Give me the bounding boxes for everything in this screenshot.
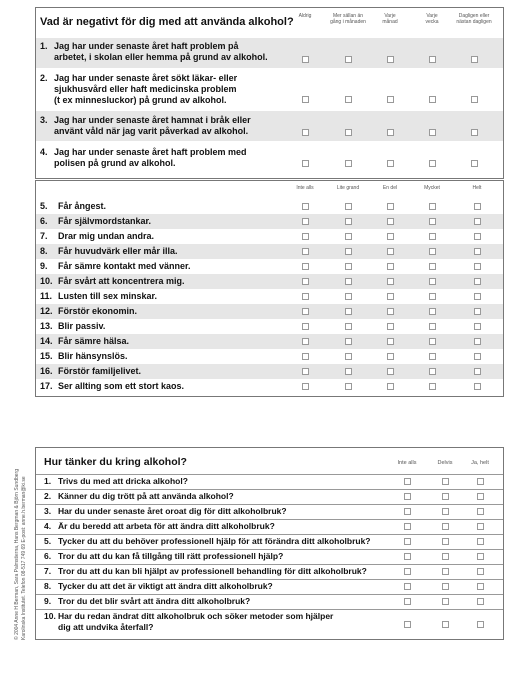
answer-checkbox[interactable] <box>345 338 352 345</box>
answer-checkbox[interactable] <box>429 353 436 360</box>
answer-checkbox[interactable] <box>442 553 449 560</box>
question-text: Trivs du med att dricka alkohol? <box>58 476 188 486</box>
answer-checkbox[interactable] <box>404 583 411 590</box>
section-1-column-header: Aldrig <box>298 13 312 19</box>
answer-checkbox[interactable] <box>474 353 481 360</box>
answer-checkbox[interactable] <box>302 353 309 360</box>
question-number: 11. <box>40 291 53 301</box>
section-1-column-header: Mer sällan än gång i månaden <box>330 13 366 25</box>
answer-checkbox[interactable] <box>302 263 309 270</box>
row-divider <box>36 534 503 535</box>
answer-checkbox[interactable] <box>302 323 309 330</box>
question-text: Jag har under senaste året hamnat i bråk eller använt våld när jag varit påverkad av alkohol. <box>54 115 251 136</box>
answer-checkbox[interactable] <box>404 523 411 530</box>
answer-checkbox[interactable] <box>302 129 309 136</box>
answer-checkbox[interactable] <box>345 368 352 375</box>
question-row <box>44 611 384 635</box>
question-text: Jag har under senaste året haft problem med polisen på grund av alkohol. <box>54 147 247 168</box>
question-row <box>44 521 384 533</box>
answer-checkbox[interactable] <box>429 218 436 225</box>
section-3-column-header: Delvis <box>437 460 453 466</box>
question-number: 3. <box>44 506 52 516</box>
answer-checkbox[interactable] <box>474 278 481 285</box>
question-row <box>40 321 290 333</box>
question-number: 9. <box>44 596 52 606</box>
row-divider <box>36 519 503 520</box>
answer-checkbox[interactable] <box>477 493 484 500</box>
answer-checkbox[interactable] <box>345 56 352 63</box>
answer-checkbox[interactable] <box>429 203 436 210</box>
question-row <box>40 261 290 273</box>
question-number: 7. <box>40 231 48 241</box>
answer-checkbox[interactable] <box>474 203 481 210</box>
answer-checkbox[interactable] <box>442 493 449 500</box>
section-2-column-header: En del <box>382 185 398 191</box>
answer-checkbox[interactable] <box>429 278 436 285</box>
question-text: Får huvudvärk eller mår illa. <box>58 246 178 256</box>
question-text: Är du beredd att arbeta för att ändra ditt alkoholbruk? <box>58 521 275 531</box>
answer-checkbox[interactable] <box>429 293 436 300</box>
answer-checkbox[interactable] <box>442 538 449 545</box>
question-text: Har du redan ändrat ditt alkoholbruk och söker metoder som hjälper dig att undvika återfall? <box>58 611 334 632</box>
question-number: 16. <box>40 366 53 376</box>
section-2-column-header: Helt <box>472 185 482 191</box>
question-text: Tror du att du kan få tillgång till rätt professionell hjälp? <box>58 551 284 561</box>
answer-checkbox[interactable] <box>404 621 411 628</box>
question-row <box>40 336 290 348</box>
copyright-line-2: Karolinska Institutet. Telefon 08-517 749 69 E-post: anne.h.berman@ki.se <box>21 476 27 640</box>
answer-checkbox[interactable] <box>471 96 478 103</box>
question-row <box>40 366 290 378</box>
answer-checkbox[interactable] <box>387 96 394 103</box>
question-text: Tror du att du kan bli hjälpt av professionell behandling för ditt alkoholbruk? <box>58 566 367 576</box>
answer-checkbox[interactable] <box>471 129 478 136</box>
answer-checkbox[interactable] <box>442 508 449 515</box>
question-text: Har du under senaste året oroat dig för ditt alkoholbruk? <box>58 506 287 516</box>
answer-checkbox[interactable] <box>442 478 449 485</box>
row-divider <box>36 489 503 490</box>
question-number: 2. <box>44 491 52 501</box>
answer-checkbox[interactable] <box>477 553 484 560</box>
answer-checkbox[interactable] <box>477 598 484 605</box>
question-number: 4. <box>44 521 52 531</box>
answer-checkbox[interactable] <box>387 56 394 63</box>
answer-checkbox[interactable] <box>404 508 411 515</box>
question-row <box>44 506 384 518</box>
question-number: 17. <box>40 381 53 391</box>
answer-checkbox[interactable] <box>404 493 411 500</box>
question-text: Jag har under senaste året sökt läkar- eller sjukhusvård eller haft medicinska problem (t ex minnesluckor) på grund av alkohol. <box>54 73 238 105</box>
question-number: 5. <box>40 201 48 211</box>
answer-checkbox[interactable] <box>442 583 449 590</box>
row-divider <box>36 594 503 595</box>
answer-checkbox[interactable] <box>302 233 309 240</box>
question-row <box>44 536 384 548</box>
question-row <box>40 246 290 258</box>
copyright-line-1: © 2004 Anne H Berman, Sara Palmstierna, Hans Bergman & Björn Sundberg <box>14 469 20 640</box>
question-number: 9. <box>40 261 48 271</box>
question-row <box>40 201 290 213</box>
answer-checkbox[interactable] <box>404 568 411 575</box>
answer-checkbox[interactable] <box>474 338 481 345</box>
section-1-column-header: Varje vecka <box>425 13 439 25</box>
question-number: 8. <box>40 246 48 256</box>
question-text: Tycker du att du behöver professionell hjälp för att förändra ditt alkoholbruk? <box>58 536 371 546</box>
question-row <box>40 306 290 318</box>
question-number: 6. <box>44 551 52 561</box>
answer-checkbox[interactable] <box>477 568 484 575</box>
answer-checkbox[interactable] <box>345 218 352 225</box>
answer-checkbox[interactable] <box>429 308 436 315</box>
answer-checkbox[interactable] <box>474 248 481 255</box>
question-number: 3. <box>40 115 48 125</box>
question-text: Lusten till sex minskar. <box>58 291 158 301</box>
answer-checkbox[interactable] <box>302 368 309 375</box>
question-row <box>44 596 384 608</box>
question-text: Får svårt att koncentrera mig. <box>58 276 185 286</box>
answer-checkbox[interactable] <box>302 383 309 390</box>
answer-checkbox[interactable] <box>442 523 449 530</box>
answer-checkbox[interactable] <box>477 621 484 628</box>
row-divider <box>36 579 503 580</box>
question-text: Drar mig undan andra. <box>58 231 155 241</box>
question-text: Får självmordstankar. <box>58 216 152 226</box>
answer-checkbox[interactable] <box>345 293 352 300</box>
question-text: Får ångest. <box>58 201 107 211</box>
answer-checkbox[interactable] <box>474 308 481 315</box>
question-row <box>44 476 384 488</box>
answer-checkbox[interactable] <box>302 203 309 210</box>
section-2-column-header: Inte alls <box>296 185 314 191</box>
question-row <box>40 73 290 113</box>
answer-checkbox[interactable] <box>429 96 436 103</box>
question-number: 13. <box>40 321 53 331</box>
answer-checkbox[interactable] <box>429 263 436 270</box>
answer-checkbox[interactable] <box>477 583 484 590</box>
answer-checkbox[interactable] <box>345 129 352 136</box>
question-number: 10. <box>44 611 56 621</box>
answer-checkbox[interactable] <box>302 293 309 300</box>
question-text: Blir passiv. <box>58 321 106 331</box>
row-divider <box>36 474 503 475</box>
question-row <box>44 491 384 503</box>
answer-checkbox[interactable] <box>387 323 394 330</box>
answer-checkbox[interactable] <box>387 308 394 315</box>
answer-checkbox[interactable] <box>387 293 394 300</box>
question-number: 6. <box>40 216 48 226</box>
answer-checkbox[interactable] <box>302 96 309 103</box>
question-text: Känner du dig trött på att använda alkohol? <box>58 491 234 501</box>
section-1-column-header: Dagligen eller nästan dagligen <box>456 13 492 25</box>
question-row <box>40 231 290 243</box>
answer-checkbox[interactable] <box>474 323 481 330</box>
answer-checkbox[interactable] <box>345 96 352 103</box>
answer-checkbox[interactable] <box>387 160 394 167</box>
question-row <box>40 351 290 363</box>
answer-checkbox[interactable] <box>474 383 481 390</box>
answer-checkbox[interactable] <box>387 248 394 255</box>
answer-checkbox[interactable] <box>345 308 352 315</box>
answer-checkbox[interactable] <box>442 598 449 605</box>
answer-checkbox[interactable] <box>345 203 352 210</box>
question-text: Tror du det blir svårt att ändra ditt alkoholbruk? <box>58 596 251 606</box>
answer-checkbox[interactable] <box>302 248 309 255</box>
answer-checkbox[interactable] <box>429 368 436 375</box>
row-divider <box>36 609 503 610</box>
section-3-column-header: Inte alls <box>397 460 417 466</box>
answer-checkbox[interactable] <box>429 160 436 167</box>
question-number: 1. <box>44 476 52 486</box>
answer-checkbox[interactable] <box>429 248 436 255</box>
question-number: 14. <box>40 336 53 346</box>
answer-checkbox[interactable] <box>302 218 309 225</box>
question-row <box>44 551 384 563</box>
answer-checkbox[interactable] <box>477 538 484 545</box>
answer-checkbox[interactable] <box>477 523 484 530</box>
section-1-title: Vad är negativt för dig med att använda alkohol? <box>40 16 294 28</box>
question-text: Ser allting som ett stort kaos. <box>58 381 185 391</box>
section-2-column-header: Lite grand <box>336 185 360 191</box>
row-divider <box>36 504 503 505</box>
answer-checkbox[interactable] <box>387 218 394 225</box>
question-row <box>44 581 384 593</box>
question-text: Blir hänsynslös. <box>58 351 128 361</box>
row-divider <box>36 549 503 550</box>
answer-checkbox[interactable] <box>345 233 352 240</box>
answer-checkbox[interactable] <box>442 568 449 575</box>
section-2-column-header: Mycket <box>424 185 440 191</box>
answer-checkbox[interactable] <box>404 598 411 605</box>
section-3-title: Hur tänker du kring alkohol? <box>44 456 187 468</box>
answer-checkbox[interactable] <box>474 368 481 375</box>
answer-checkbox[interactable] <box>474 233 481 240</box>
question-row <box>44 566 384 578</box>
section-1-column-header: Varje månad <box>382 13 398 25</box>
answer-checkbox[interactable] <box>387 368 394 375</box>
answer-checkbox[interactable] <box>387 263 394 270</box>
answer-checkbox[interactable] <box>404 553 411 560</box>
question-row <box>40 381 290 393</box>
question-row <box>40 291 290 303</box>
question-text: Förstör ekonomin. <box>58 306 138 316</box>
answer-checkbox[interactable] <box>474 218 481 225</box>
question-row <box>40 276 290 288</box>
answer-checkbox[interactable] <box>387 383 394 390</box>
question-number: 2. <box>40 73 48 83</box>
question-text: Får sämre hälsa. <box>58 336 130 346</box>
answer-checkbox[interactable] <box>345 323 352 330</box>
answer-checkbox[interactable] <box>429 323 436 330</box>
question-number: 7. <box>44 566 52 576</box>
answer-checkbox[interactable] <box>429 338 436 345</box>
answer-checkbox[interactable] <box>302 308 309 315</box>
question-text: Jag har under senaste året haft problem på arbetet, i skolan eller hemma på grund av alkohol. <box>54 41 268 62</box>
answer-checkbox[interactable] <box>302 338 309 345</box>
question-number: 8. <box>44 581 52 591</box>
answer-checkbox[interactable] <box>429 383 436 390</box>
answer-checkbox[interactable] <box>345 278 352 285</box>
answer-checkbox[interactable] <box>302 56 309 63</box>
answer-checkbox[interactable] <box>477 478 484 485</box>
answer-checkbox[interactable] <box>387 353 394 360</box>
question-row <box>40 216 290 228</box>
answer-checkbox[interactable] <box>429 56 436 63</box>
answer-checkbox[interactable] <box>404 538 411 545</box>
answer-checkbox[interactable] <box>471 56 478 63</box>
question-number: 1. <box>40 41 48 51</box>
section-3-column-header: Ja, helt <box>471 460 489 466</box>
answer-checkbox[interactable] <box>302 278 309 285</box>
question-text: Tycker du att det är viktigt att ändra ditt alkoholbruk? <box>58 581 273 591</box>
answer-checkbox[interactable] <box>387 203 394 210</box>
answer-checkbox[interactable] <box>387 338 394 345</box>
question-text: Förstör familjelivet. <box>58 366 142 376</box>
answer-checkbox[interactable] <box>442 621 449 628</box>
answer-checkbox[interactable] <box>387 233 394 240</box>
answer-checkbox[interactable] <box>345 160 352 167</box>
question-number: 10. <box>40 276 53 286</box>
answer-checkbox[interactable] <box>387 278 394 285</box>
answer-checkbox[interactable] <box>345 263 352 270</box>
question-text: Får sämre kontakt med vänner. <box>58 261 191 271</box>
answer-checkbox[interactable] <box>477 508 484 515</box>
question-number: 15. <box>40 351 53 361</box>
answer-checkbox[interactable] <box>345 248 352 255</box>
answer-checkbox[interactable] <box>345 383 352 390</box>
answer-checkbox[interactable] <box>474 263 481 270</box>
question-number: 5. <box>44 536 52 546</box>
row-divider <box>36 564 503 565</box>
question-number: 4. <box>40 147 48 157</box>
answer-checkbox[interactable] <box>387 129 394 136</box>
answer-checkbox[interactable] <box>429 233 436 240</box>
answer-checkbox[interactable] <box>471 160 478 167</box>
question-number: 12. <box>40 306 53 316</box>
answer-checkbox[interactable] <box>404 478 411 485</box>
answer-checkbox[interactable] <box>345 353 352 360</box>
answer-checkbox[interactable] <box>429 129 436 136</box>
answer-checkbox[interactable] <box>474 293 481 300</box>
answer-checkbox[interactable] <box>302 160 309 167</box>
